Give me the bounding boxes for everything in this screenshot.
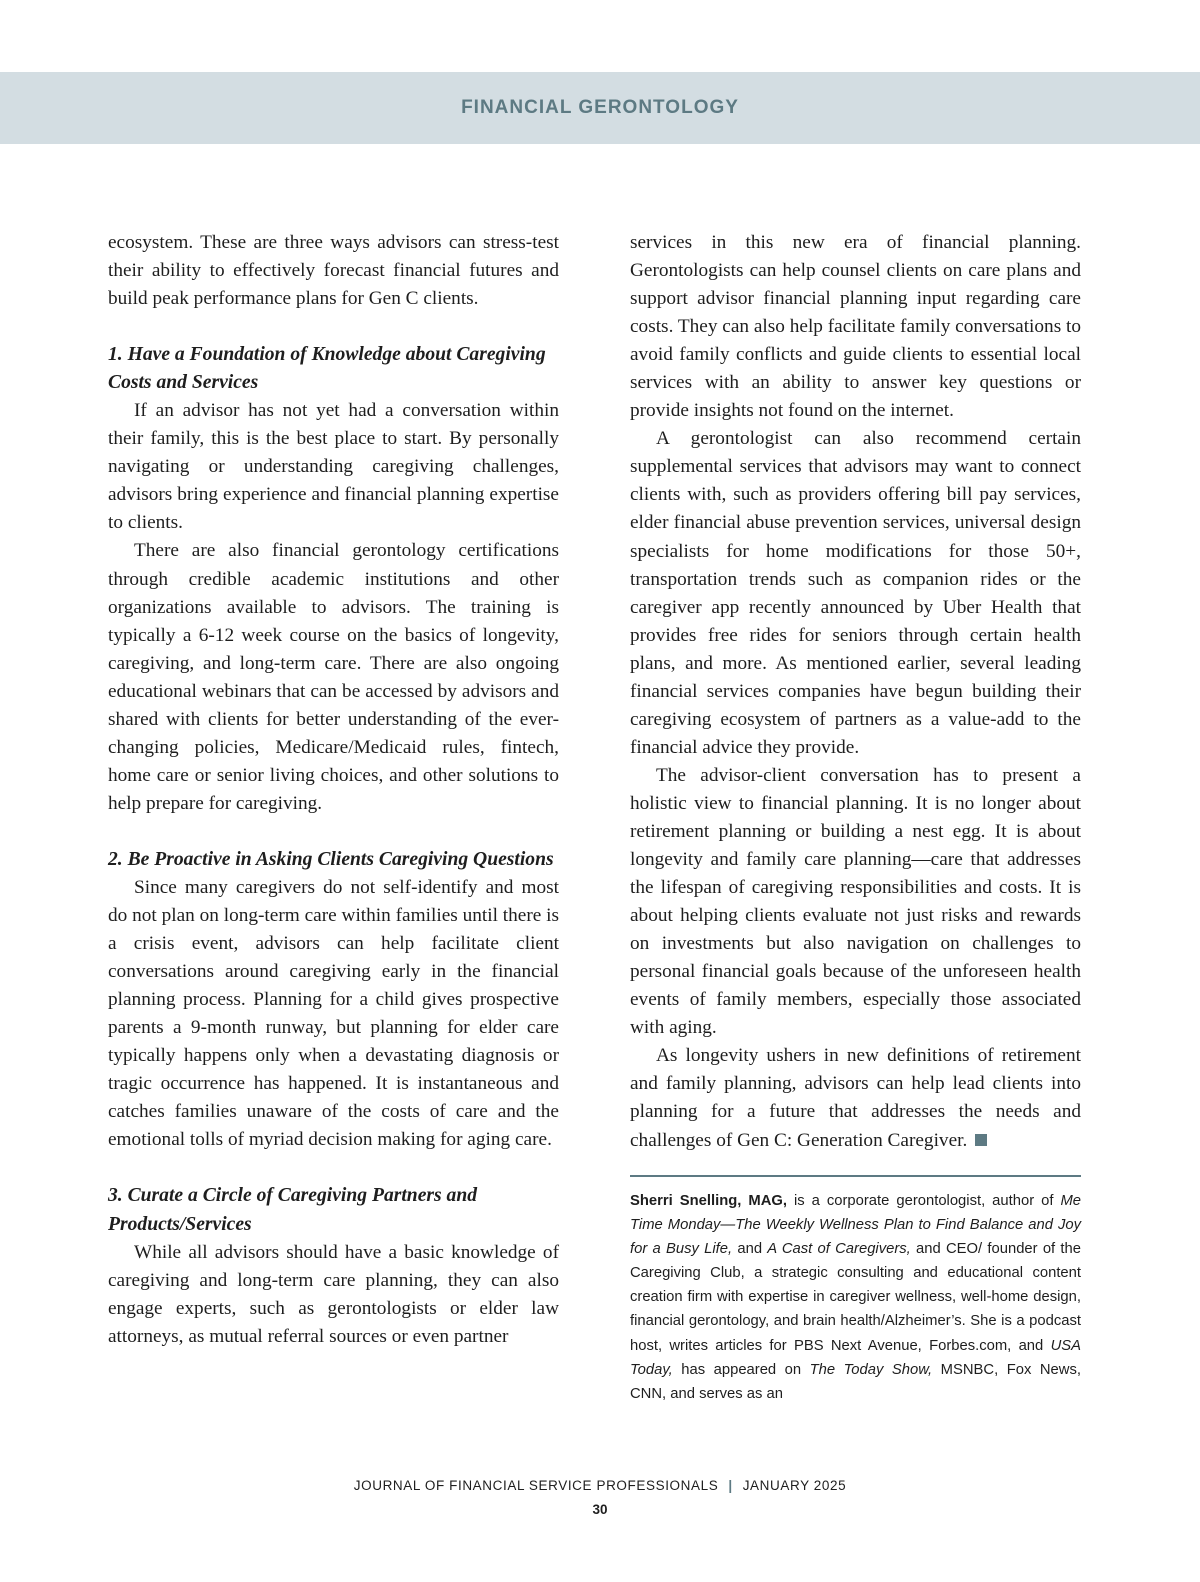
body-paragraph: If an advisor has not yet had a conversation within their family, this is the best place to start. By personally navigating or understanding caregiving challenges, advisors bring experience and financial planning expertise to clients.: [108, 400, 559, 534]
footer-journal-line: [0, 1478, 1200, 1493]
bio-text: and CEO/ founder of the Caregiving Club, a strategic consulting and educational content creation firm with expertise in caregiver wellness, well-home design, financial gerontology, and brain health/Alzheimer’s. She is a podcast host, writes articles for PBS Next Avenue, Forbes.com, and: [630, 1241, 1081, 1354]
body-paragraph: While all advisors should have a basic knowledge of caregiving and long-term care planning, they can also engage experts, such as gerontologists or elder law attorneys, as mutual referral sources or even partner: [108, 1241, 559, 1347]
body-paragraph: services in this new era of financial planning. Gerontologists can help counsel clients on care plans and support advisor financial planning input regarding care costs. They can also help facilitate family conversations to avoid family conflicts and guide clients to essential local services with an ability to answer key questions or provide insights not found on the internet.: [630, 232, 1082, 422]
body-paragraph: A gerontologist can also recommend certain supplemental services that advisors may want to connect clients with, such as providers offering bill pay services, elder financial abuse prevention services, universal design specialists for home modifications for those 50+, transportation trends such as companion rides or the caregiver app recently announced by Uber Health that provides free rides for seniors through certain health plans, and more. As mentioned earlier, several leading financial services companies have begun building their caregiving ecosystem of partners as a value-add to the financial advice they provide.: [630, 428, 1081, 758]
journal-name: JOURNAL OF FINANCIAL SERVICE PROFESSIONALS: [353, 1478, 719, 1493]
page-number: 30: [592, 1502, 608, 1517]
author-bio: [630, 1189, 1081, 1406]
end-of-article-square-icon: [975, 1134, 987, 1146]
intro-paragraph: ecosystem. These are three ways advisors can stress-test their ability to effectively forecast financial futures and build peak performance plans for Gen C clients.: [108, 232, 559, 310]
book-title: Me Time Monday—The Weekly Wellness Plan to Find Balance and Joy for a Busy Life,: [630, 1193, 1081, 1258]
section-heading-3: 3. Curate a Circle of Caregiving Partners and Products/Services: [108, 1185, 478, 1235]
publication-title: USA Today,: [630, 1337, 1081, 1378]
book-title: A Cast of Caregivers,: [767, 1241, 911, 1258]
closing-text: As longevity ushers in new definitions of retirement and family planning, advisors can help lead clients into planning for a future that addresses the needs and challenges of Gen C: Generation Caregiver.: [630, 1045, 1081, 1151]
footer-separator: |: [728, 1478, 733, 1493]
bio-text: has appeared on: [672, 1361, 810, 1378]
issue-date: JANUARY 2025: [742, 1478, 847, 1493]
body-paragraph: Since many caregivers do not self-identify and most do not plan on long-term care within families until there is a crisis event, advisors can help facilitate client conversations around caregiving early in the financial planning process. Planning for a child gives prospective parents a 9-month runway, but planning for elder care typically happens only when a devastating diagnosis or tragic occurrence has happened. It is instantaneous and catches families unaware of the costs of care and the emotional tolls of myriad decision making for aging care.: [108, 876, 559, 1151]
show-title: The Today Show,: [809, 1361, 933, 1378]
bio-divider: [630, 1175, 1081, 1177]
bio-text: MSNBC, Fox News, CNN, and serves as an: [630, 1361, 1081, 1402]
closing-paragraph: [630, 1042, 1081, 1154]
section-heading-1: 1. Have a Foundation of Knowledge about Caregiving Costs and Services: [108, 344, 546, 394]
left-column: [108, 229, 559, 1351]
section-heading-2: 2. Be Proactive in Asking Clients Caregiving Questions: [108, 848, 554, 870]
bio-text: and: [732, 1241, 768, 1258]
right-column: [630, 229, 1081, 1155]
bio-text: is a corporate gerontologist, author of: [787, 1193, 1061, 1209]
body-paragraph: There are also financial gerontology certifications through credible academic institutions and other organizations available to advisors. The training is typically a 6-12 week course on the basics of longevity, caregiving, and long-term care. There are also ongoing educational webinars that can be accessed by advisors and shared with clients for better understanding of the ever-changing policies, Medicare/Medicaid rules, fintech, home care or senior living choices, and other solutions to help prepare for caregiving.: [108, 540, 559, 814]
section-title: FINANCIAL GERONTOLOGY: [461, 97, 739, 118]
section-header-band: [0, 72, 1200, 144]
author-name: Sherri Snelling, MAG,: [630, 1193, 788, 1209]
body-paragraph: The advisor-client conversation has to present a holistic view to financial planning. It is no longer about retirement planning or building a nest egg. It is about longevity and family care planning—care that addresses the lifespan of caregiving responsibilities and costs. It is about helping clients evaluate not just risks and rewards on investments but also navigation on challenges to personal financial goals because of the unforeseen health events of family members, especially those associated with aging.: [630, 764, 1081, 1039]
